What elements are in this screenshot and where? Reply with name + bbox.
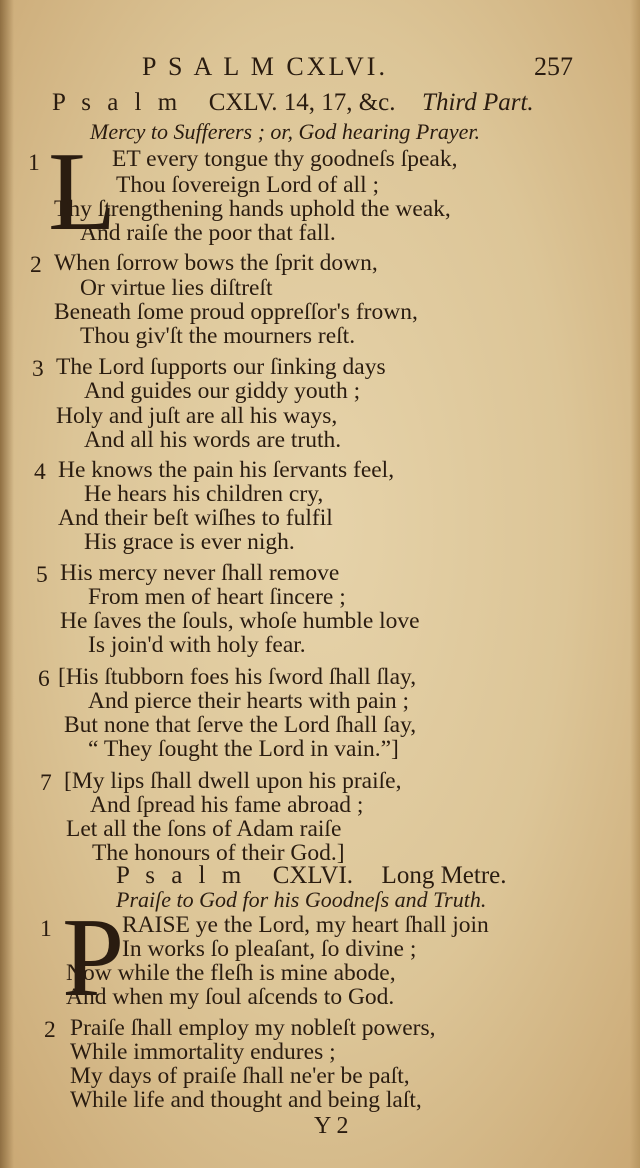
verse-line: From men of heart ſincere ; bbox=[88, 584, 346, 610]
verse-line: Or virtue lies diſtreſt bbox=[80, 275, 273, 301]
verse-line: Holy and juſt are all his ways, bbox=[56, 403, 338, 429]
running-header: P S A L M CXLVI. bbox=[142, 52, 388, 81]
stanza-number: 1 bbox=[40, 916, 52, 942]
verse-line: His mercy never ſhall remove bbox=[60, 560, 340, 586]
verse-line: Now while the fleſh is mine abode, bbox=[66, 960, 396, 986]
verse-line: While immortality endures ; bbox=[70, 1039, 336, 1065]
verse-line: But none that ſerve the Lord ſhall ſay, bbox=[64, 712, 417, 738]
verse-line: And guides our giddy youth ; bbox=[84, 378, 361, 404]
stanza-number: 5 bbox=[36, 562, 48, 588]
verse-line: “ They ſought the Lord in vain.”] bbox=[88, 736, 399, 762]
verse-line: Beneath ſome proud oppreſſor's frown, bbox=[54, 299, 418, 325]
verse-line: And their beſt wiſhes to fulfil bbox=[58, 505, 333, 531]
verse-line: And raiſe the poor that fall. bbox=[80, 220, 336, 246]
psalm-word: P s a l m bbox=[116, 862, 247, 889]
stanza-number: 2 bbox=[44, 1017, 56, 1043]
stanza-number: 7 bbox=[40, 770, 52, 796]
verse-line: His grace is ever nigh. bbox=[84, 529, 295, 555]
psalm-reference: CXLV. 14, 17, &c. bbox=[208, 89, 396, 116]
psalm-subtitle: Praiſe to God for his Goodneſs and Truth. bbox=[116, 887, 487, 912]
verse-line: RAISE ye the Lord, my heart ſhall join bbox=[122, 912, 489, 938]
printer-signature: Y 2 bbox=[314, 1113, 349, 1139]
stanza-number: 2 bbox=[30, 252, 42, 278]
verse-line: The honours of their God.] bbox=[92, 840, 345, 866]
verse-line: Let all the ſons of Adam raiſe bbox=[66, 816, 342, 842]
stanza-number: 1 bbox=[28, 150, 40, 176]
page-edge-shadow bbox=[630, 0, 640, 1168]
psalm-subtitle: Mercy to Sufferers ; or, God hearing Prayer. bbox=[90, 119, 481, 144]
psalm-heading bbox=[52, 89, 534, 117]
verse-line: [My lips ſhall dwell upon his praiſe, bbox=[64, 768, 402, 794]
verse-line: Praiſe ſhall employ my nobleſt powers, bbox=[70, 1015, 436, 1041]
psalm-reference: CXLVI. bbox=[272, 862, 354, 889]
verse-line: Thy ſtrengthening hands uphold the weak, bbox=[54, 196, 451, 222]
stanza-number: 4 bbox=[34, 459, 46, 485]
verse-line: He ſaves the ſouls, whoſe humble love bbox=[60, 608, 420, 634]
stanza-number: 6 bbox=[38, 666, 50, 692]
verse-line: The Lord ſupports our ſinking days bbox=[56, 354, 386, 380]
verse-line: While life and thought and being laſt, bbox=[70, 1087, 422, 1113]
verse-line: And pierce their hearts with pain ; bbox=[88, 688, 410, 714]
verse-line: Thou ſovereign Lord of all ; bbox=[116, 172, 379, 198]
verse-line: And all his words are truth. bbox=[84, 427, 342, 453]
drop-cap: P bbox=[62, 896, 125, 1020]
verse-line: And when my ſoul aſcends to God. bbox=[66, 984, 395, 1010]
page-number: 257 bbox=[534, 52, 573, 81]
page-gutter-shadow bbox=[0, 0, 14, 1168]
psalm-heading bbox=[116, 862, 507, 890]
verse-line: Thou giv'ſt the mourners reſt. bbox=[80, 323, 356, 349]
verse-line: When ſorrow bows the ſprit down, bbox=[54, 250, 378, 276]
drop-cap: L bbox=[48, 130, 117, 254]
verse-line: Is join'd with holy fear. bbox=[88, 632, 306, 658]
verse-line: He hears his children cry, bbox=[84, 481, 324, 507]
psalm-word: P s a l m bbox=[52, 89, 183, 116]
psalm-part: Third Part. bbox=[422, 89, 534, 116]
verse-line: [His ſtubborn foes his ſword ſhall ſlay, bbox=[58, 664, 417, 690]
verse-line: ET every tongue thy goodneſs ſpeak, bbox=[112, 146, 458, 172]
verse-line: He knows the pain his ſervants feel, bbox=[58, 457, 395, 483]
verse-line: My days of praiſe ſhall ne'er be paſt, bbox=[70, 1063, 410, 1089]
stanza-number: 3 bbox=[32, 356, 44, 382]
verse-line: And ſpread his fame abroad ; bbox=[90, 792, 364, 818]
psalm-meter: Long Metre. bbox=[381, 862, 507, 889]
verse-line: In works ſo pleaſant, ſo divine ; bbox=[122, 936, 417, 962]
